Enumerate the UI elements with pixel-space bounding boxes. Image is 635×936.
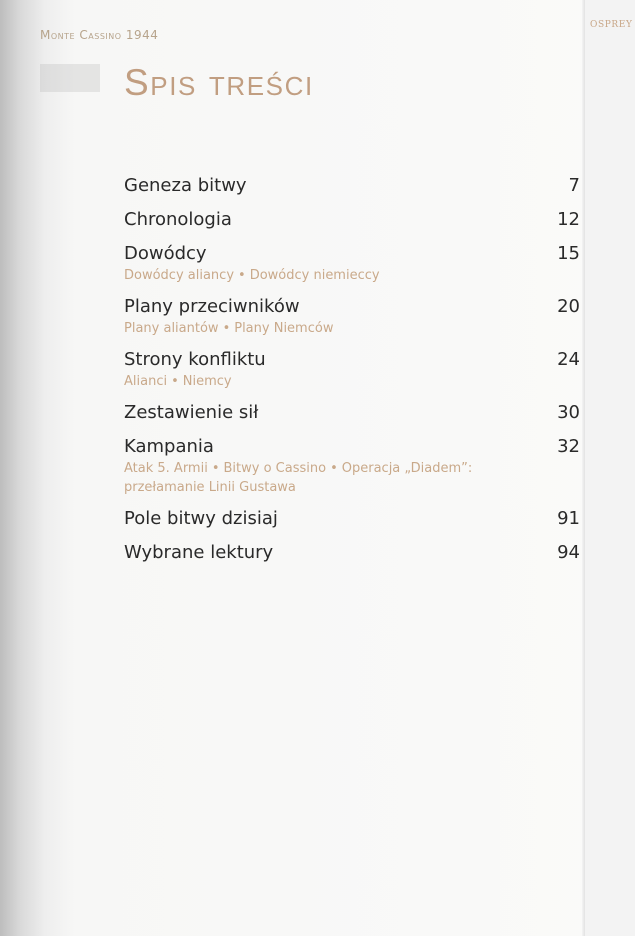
toc-entry-page: 12 — [557, 209, 580, 230]
toc-subentries — [124, 372, 504, 391]
toc-entry-page: 20 — [557, 296, 580, 317]
toc-subentry: Niemcy — [182, 374, 232, 389]
toc-subentry: Bitwy o Cassino — [223, 461, 327, 476]
toc-subentries — [124, 266, 504, 285]
toc-entry-title: Kampania — [124, 436, 214, 457]
toc-entry-title: Chronologia — [124, 209, 232, 230]
toc-subentry: Atak 5. Armii — [124, 461, 208, 476]
toc-subentries — [124, 319, 504, 338]
toc-entry-page: 7 — [568, 175, 580, 196]
bullet-separator: • — [238, 268, 246, 283]
toc-entry-page: 15 — [557, 243, 580, 264]
toc-entry — [124, 399, 580, 427]
toc-entry-title: Dowódcy — [124, 243, 207, 264]
toc-entry-title: Strony konfliktu — [124, 349, 266, 370]
bullet-separator: • — [330, 461, 338, 476]
toc-entry-title: Geneza bitwy — [124, 175, 247, 196]
toc-entry-page: 30 — [557, 402, 580, 423]
toc-entry-page: 94 — [557, 542, 580, 563]
toc-entry-page: 91 — [557, 508, 580, 529]
toc-entry — [124, 539, 580, 567]
toc-subentry: Alianci — [124, 374, 168, 389]
toc-subentries — [124, 459, 504, 497]
bullet-separator: • — [222, 321, 231, 336]
toc-entry — [124, 206, 580, 234]
running-head: Monte Cassino 1944 — [40, 28, 159, 42]
toc-entry-title: Wybrane lektury — [124, 542, 274, 563]
toc-subentry: Dowódcy niemieccy — [249, 268, 380, 283]
toc-entry-page: 32 — [557, 436, 580, 457]
adjacent-page — [585, 0, 635, 936]
toc-entry-title: Pole bitwy dzisiaj — [124, 508, 278, 529]
toc-entry — [124, 505, 580, 533]
toc-entry — [124, 433, 580, 497]
toc-entry-title: Plany przeciwników — [124, 296, 300, 317]
page-title: Spis treści — [124, 62, 314, 103]
toc-subentry: Operacja „Diadem”: przełamanie Linii Gustawa — [124, 461, 473, 495]
toc-entry — [124, 293, 580, 338]
bullet-separator: • — [171, 374, 179, 389]
toc-entry — [124, 240, 580, 285]
toc-subentry: Plany aliantów — [124, 321, 219, 336]
toc-subentry: Dowódcy aliancy — [124, 268, 235, 283]
toc-entry — [124, 172, 580, 200]
toc-entry-title: Zestawienie sił — [124, 402, 259, 423]
toc-entry — [124, 346, 580, 391]
toc-entry-page: 24 — [557, 349, 580, 370]
bullet-separator: • — [211, 461, 220, 476]
page-shadow-strip — [40, 64, 100, 92]
toc-subentry: Plany Niemców — [234, 321, 334, 336]
publisher-logo: OSPREY — [590, 20, 633, 30]
table-of-contents — [124, 172, 580, 567]
